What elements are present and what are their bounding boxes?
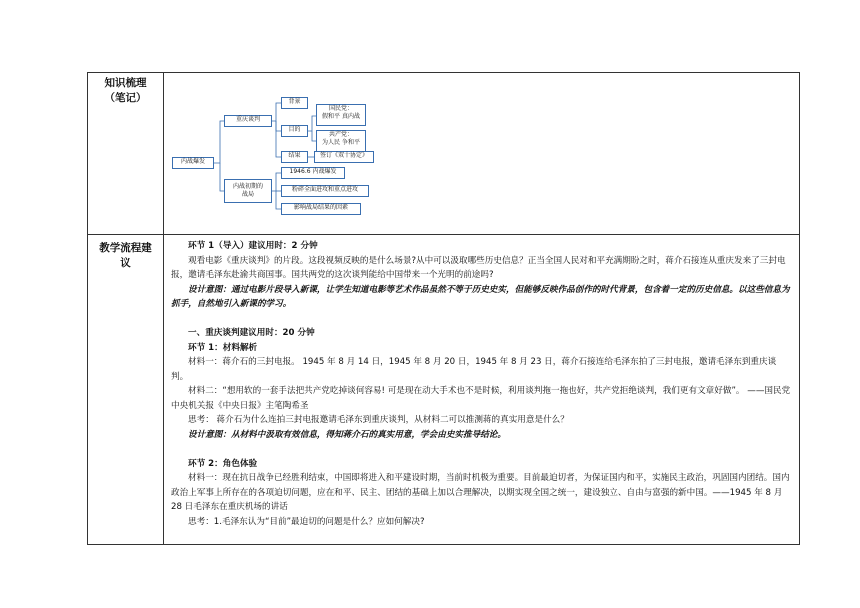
material-two: 材料二：“想用软的一套手法把共产党吃掉谈何容易! 可是现在动大手术也不是时候，利用谈判拖一拖也好，共产党拒绝谈判，我们更有文章好做”。 ——国民党中央机关报《中央日报》主笔陶希圣 xyxy=(171,386,791,411)
mindmap-kmt-box xyxy=(316,104,366,126)
question-one: 思考： 蒋介石为什么连拍三封电报邀请毛泽东到重庆谈判，从材料二可以推测蒋的真实用意是什么？ xyxy=(188,415,569,425)
material-one: 材料一：蒋介石的三封电报。 1945 年 8 月 14 日，1945 年 8 月 20 日，1945 年 8 月 23 日，蒋介石接连给毛泽东拍了三封电报，邀请毛泽东到重庆谈判。 xyxy=(171,357,777,382)
step2-title: 环节 2：角色体验 xyxy=(188,458,258,469)
mindmap-factors: 影响战局结果的因素 xyxy=(281,203,361,215)
mindmap-purpose: 目的 xyxy=(281,125,308,137)
row-divider xyxy=(88,234,799,235)
mindmap-war-outbreak: 1946.6 内战爆发 xyxy=(281,167,345,179)
mindmap-result: 结果 xyxy=(281,151,308,163)
teaching-flow-label-line1: 教学流程建 xyxy=(99,242,152,254)
section-intro-title: 环节 1（导入）建议用时：2 分钟 xyxy=(188,241,318,251)
teaching-flow-label-line2: 议 xyxy=(120,257,131,269)
notes-label-line2: （笔记） xyxy=(104,92,147,104)
mindmap-ccp-box xyxy=(316,130,366,152)
mindmap-early-war-line1: 内战初期的 xyxy=(232,183,263,190)
step2-material-one: 材料一：现在抗日战争已经胜利结束，中国即将进入和平建设时期，当前时机极为重要。目前最迫切者，为保证国内和平，实施民主政治，巩固国内团结。国内政治上军事上所存在的各项迫切问题，应在和平、民主、团结的基础上加以合理解决，以期实现全国之统一，建设独立、自由与富强的新中国。——1945 年 8 月 28 日毛泽东在重庆机场的讲话 xyxy=(171,473,790,512)
notes-label xyxy=(88,76,163,106)
intro-design-intent: 设计意图：通过电影片段导入新课，让学生知道电影等艺术作品虽然不等于历史史实，但能够反映作品创作的时代背景，包含着一定的历史信息。以这些信息为抓手，自然地引入新课的学习。 xyxy=(171,284,790,309)
mindmap-chongqing-talks: 重庆谈判 xyxy=(224,115,272,127)
mindmap-crush-offensives: 粉碎全面进攻和重点进攻 xyxy=(281,185,369,197)
mindmap-kmt-line1: 国民党： xyxy=(328,105,353,112)
step1-design-intent: 设计意图：从材料中汲取有效信息，得知蒋介石的真实用意，学会由史实推导结论。 xyxy=(188,429,506,440)
mindmap-early-war xyxy=(224,179,272,203)
section-one-title: 一、重庆谈判建议用时：20 分钟 xyxy=(188,328,315,338)
step1-title: 环节 1：材料解析 xyxy=(188,342,258,353)
mindmap-kmt-line2: 假和平 真内战 xyxy=(322,113,360,120)
mindmap-early-war-line2: 战局 xyxy=(241,191,254,198)
step2-question: 思考：1.毛泽东认为“目前”最迫切的问题是什么？应如何解决? xyxy=(188,516,425,527)
mindmap-root: 内战爆发 xyxy=(172,157,214,169)
notes-label-line1: 知识梳理 xyxy=(104,77,147,89)
lesson-plan-table xyxy=(87,72,800,545)
intro-paragraph: 观看电影《重庆谈判》的片段。这段视频反映的是什么场景?从中可以汲取哪些历史信息？正当全国人民对和平充满期盼之时，蒋介石接连从重庆发来了三封电报，邀请毛泽东赴渝共商国事。国共两党的这次谈判能给中国带来一个光明的前途吗? xyxy=(171,255,786,280)
mindmap-background: 背景 xyxy=(281,97,308,109)
column-divider xyxy=(163,73,164,544)
teaching-flow-label xyxy=(88,241,163,271)
mindmap-agreement: 签订《双十协定》 xyxy=(314,151,374,163)
teaching-flow-content xyxy=(171,239,793,529)
mindmap-ccp-line1: 共产党： xyxy=(328,131,353,138)
mindmap-ccp-line2: 为人民 争和平 xyxy=(322,139,360,146)
